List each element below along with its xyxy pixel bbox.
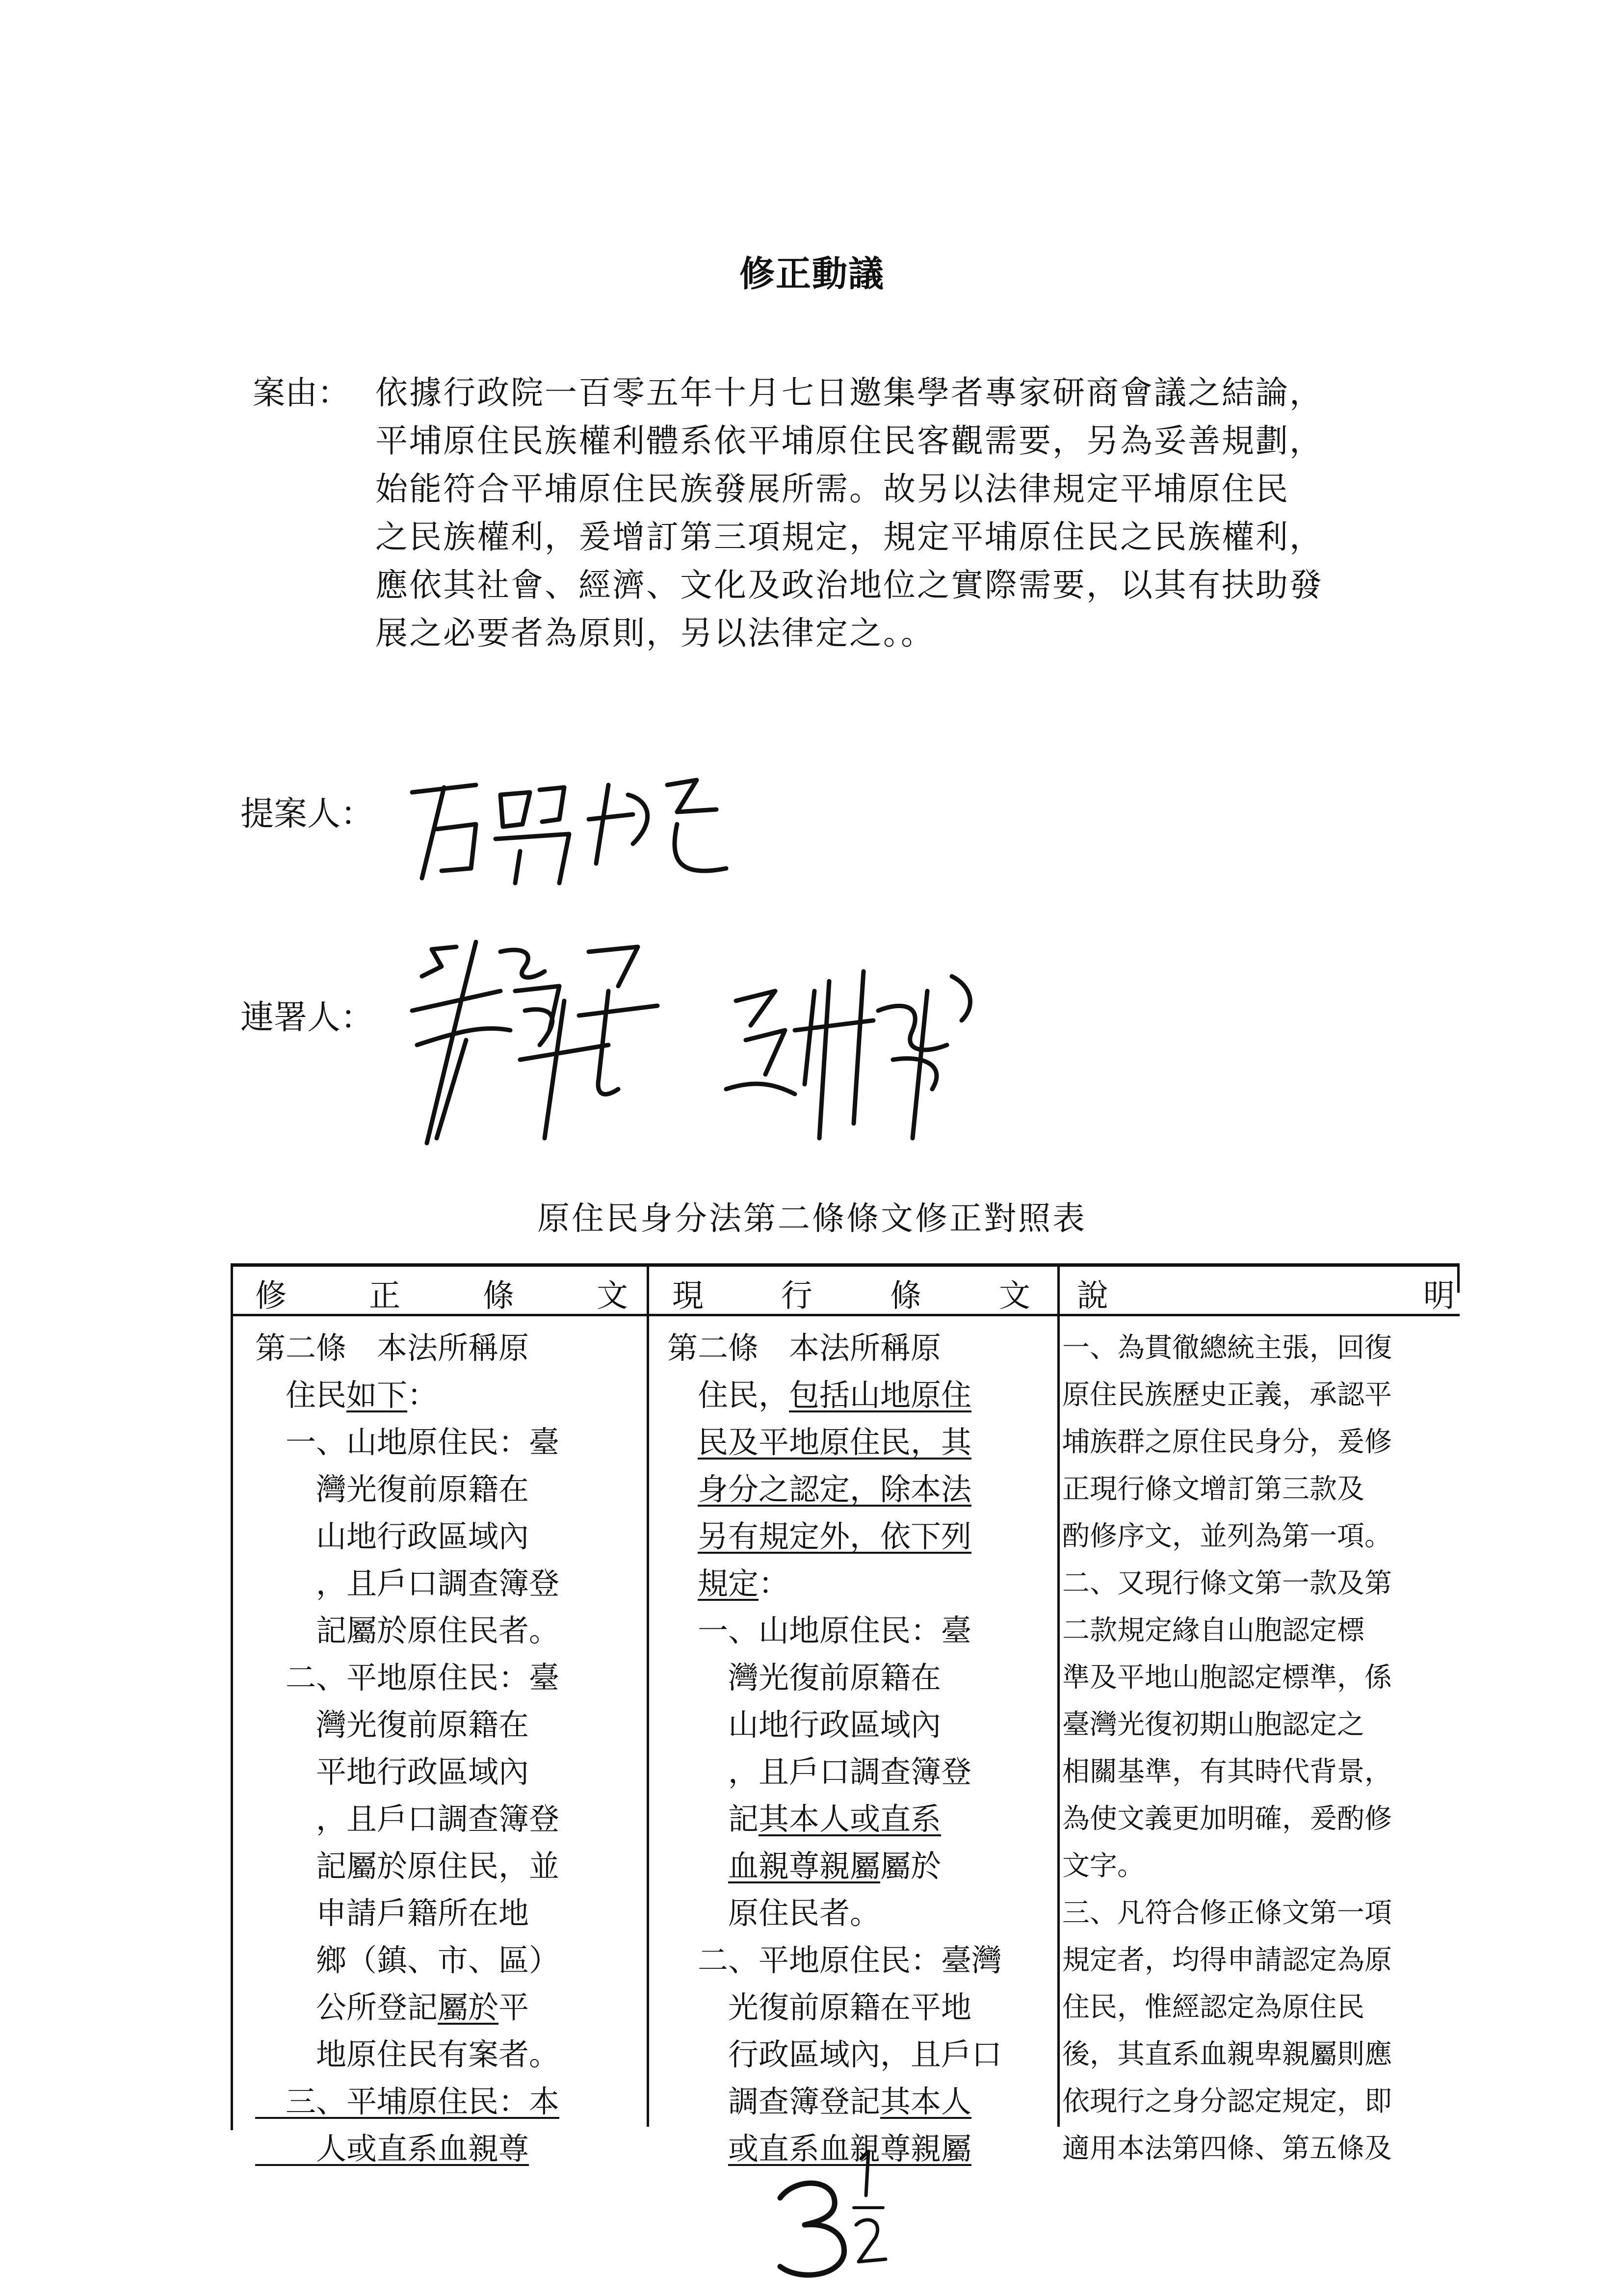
column-current-text [667, 1325, 1050, 2172]
text-segment: 調查簿登記 [667, 2084, 881, 2119]
text-segment: 灣光復前原籍在 [255, 1471, 529, 1507]
current-text-line [667, 1890, 1050, 1937]
text-segment: 第二條 本法所稱原 [667, 1330, 942, 1366]
amended-segment: 血親尊親屬 [728, 1848, 881, 1884]
explanation-line: 規定者，均得申請認定為原 [1062, 1944, 1392, 1976]
amended-text-line [255, 1748, 638, 1796]
current-text-line [667, 1984, 1050, 2031]
text-segment: ： [407, 1377, 438, 1413]
explanation-line: 準及平地山胞認定標準，係 [1062, 1662, 1392, 1694]
reason-line: 展之必要者為原則，另以法律定之。。 [375, 614, 935, 652]
amended-segment: 民及平地原住民，其 [698, 1424, 972, 1460]
text-segment: 光復前原籍在平地 [667, 1989, 972, 2025]
text-segment: 第二條 本法所稱原 [255, 1330, 529, 1366]
current-text-line [667, 1466, 1050, 1513]
explanation-line: 正現行條文增訂第三款及 [1062, 1473, 1364, 1505]
amended-segment: 如下 [346, 1377, 408, 1413]
cosigner-signature-2 [716, 962, 991, 1148]
text-segment: 記屬於原住民，並 [255, 1848, 560, 1884]
amended-text-line [255, 1701, 638, 1748]
amended-text-line [255, 1419, 638, 1466]
table-right-edge [1457, 1263, 1460, 1293]
current-text-line [667, 1748, 1050, 1796]
explanation-line: 二款規定緣自山胞認定標 [1062, 1615, 1364, 1646]
amended-segment: 另有規定外，依下列 [698, 1518, 972, 1554]
document-title: 修正動議 [739, 253, 885, 294]
explanation-line: 原住民族歷史正義，承認平 [1062, 1379, 1392, 1411]
explanation-line: 文字。 [1062, 1850, 1145, 1882]
explanation-line: 後，其直系血親卑親屬則應 [1062, 2038, 1392, 2070]
table-title: 原住民身分法第二條條文修正對照表 [537, 1200, 1087, 1237]
cosigner-signature-1 [402, 932, 677, 1158]
text-segment: 一、山地原住民：臺 [255, 1424, 560, 1460]
amended-text-line [255, 1325, 638, 1372]
current-text-line [667, 1560, 1050, 1607]
amended-text-line [255, 1513, 638, 1560]
amended-segment: 其本人或直系 [759, 1801, 942, 1837]
text-segment: 原住民者。 [667, 1895, 881, 1931]
text-segment: 二、平地原住民：臺 [255, 1660, 560, 1696]
current-text-line [667, 1372, 1050, 1419]
current-text-line [667, 1607, 1050, 1654]
reason-line: 依據行政院一百零五年十月七日邀集學者專家研商會議之結論， [375, 374, 1323, 412]
current-text-line [667, 2078, 1050, 2125]
text-segment: 記屬於原住民者。 [255, 1613, 560, 1648]
header-explanation: 說 明 [1077, 1278, 1455, 1314]
cosigner-label: 連署人： [240, 998, 374, 1037]
text-segment: 屬於 [880, 1848, 942, 1884]
text-segment: 二、平地原住民：臺灣 [667, 1942, 1002, 1978]
text-segment [667, 2131, 728, 2166]
page-mark [765, 2124, 893, 2288]
amended-text-line [255, 2125, 638, 2172]
amended-text-line [255, 1890, 638, 1937]
column-amended-text [255, 1325, 638, 2172]
explanation-line: 相關基準，有其時代背景， [1062, 1756, 1392, 1788]
text-segment [667, 1565, 698, 1601]
reason-line: 之民族權利，爰增訂第三項規定，規定平埔原住民之民族權利， [375, 518, 1323, 556]
reason-line: 應依其社會、經濟、文化及政治地位之實際需要，以其有扶助發 [375, 566, 1323, 604]
text-segment: 鄉（鎮、市、區） [255, 1942, 560, 1978]
reason-line: 始能符合平埔原住民族發展所需。故另以法律規定平埔原住民 [375, 470, 1289, 508]
explanation-line: 住民，惟經認定為原住民 [1062, 1991, 1364, 2023]
current-text-line [667, 1513, 1050, 1560]
table-col-divider [647, 1263, 649, 2127]
amended-segment: 其本人 [880, 2084, 972, 2119]
text-segment: ，且戶口調查簿登 [255, 1801, 560, 1837]
current-text-line [667, 1843, 1050, 1890]
amended-segment: 身分之認定，除本法 [698, 1471, 972, 1507]
text-segment: 住民 [255, 1377, 347, 1413]
text-segment: 灣光復前原籍在 [255, 1707, 529, 1743]
explanation-line: 埔族群之原住民身分，爰修 [1062, 1426, 1392, 1458]
table-col-divider [1057, 1263, 1060, 2127]
amended-text-line [255, 1937, 638, 1984]
amended-text-line [255, 2078, 638, 2125]
current-text-line [667, 2031, 1050, 2078]
explanation-line: 酌修序文，並列為第一項。 [1062, 1520, 1392, 1552]
current-text-line [667, 1419, 1050, 1466]
column-explanation [1062, 1325, 1455, 2172]
text-segment [667, 1424, 698, 1460]
text-segment: 山地行政區域內 [255, 1518, 529, 1554]
proposer-signature [402, 765, 736, 893]
amended-segment: 屬於 [438, 1989, 499, 2025]
amended-text-line [255, 1560, 638, 1607]
text-segment [667, 1518, 698, 1554]
explanation-line: 依現行之身分認定規定，即 [1062, 2086, 1392, 2117]
text-segment: 灣光復前原籍在 [667, 1660, 942, 1696]
explanation-line: 為使文義更加明確，爰酌修 [1062, 1803, 1392, 1835]
text-segment [667, 1471, 698, 1507]
reason-body [375, 369, 1455, 657]
text-segment: 一、山地原住民：臺 [667, 1613, 972, 1648]
text-segment: 山地行政區域內 [667, 1707, 942, 1743]
explanation-line: 臺灣光復初期山胞認定之 [1062, 1709, 1364, 1741]
reason-line: 平埔原住民族權利體系依平埔原住民客觀需要，另為妥善規劃， [375, 422, 1323, 460]
amended-segment: 人或直系血親尊 [255, 2131, 529, 2166]
amended-segment: 三、平埔原住民：本 [255, 2084, 560, 2119]
header-current-text: 現 行 條 文 [672, 1278, 1030, 1314]
header-amended-text: 修 正 條 文 [255, 1278, 628, 1314]
amended-segment: 包括山地原住 [789, 1377, 972, 1413]
explanation-line: 適用本法第四條、第五條及 [1062, 2133, 1392, 2165]
text-segment: 平 [498, 1989, 529, 2025]
text-segment: 公所登記 [255, 1989, 438, 2025]
amended-text-line [255, 1607, 638, 1654]
text-segment: ，且戶口調查簿登 [255, 1565, 560, 1601]
text-segment: ，且戶口調查簿登 [667, 1754, 972, 1790]
amended-text-line [255, 1654, 638, 1701]
amended-text-line [255, 1372, 638, 1419]
reason-label: 案由： [253, 374, 350, 412]
amended-segment: 規定 [698, 1565, 759, 1601]
amended-text-line [255, 1466, 638, 1513]
amended-text-line [255, 1984, 638, 2031]
text-segment: 記 [667, 1801, 759, 1837]
amended-segment: 或直系血親尊親屬 [728, 2131, 972, 2166]
text-segment: 地原住民有案者。 [255, 2036, 560, 2072]
current-text-line [667, 1937, 1050, 1984]
current-text-line [667, 1701, 1050, 1748]
amended-text-line [255, 2031, 638, 2078]
current-text-line [667, 1654, 1050, 1701]
explanation-line: 二、又現行條文第一款及第 [1062, 1567, 1392, 1599]
current-text-line [667, 1325, 1050, 1372]
text-segment: 申請戶籍所在地 [255, 1895, 529, 1931]
text-segment: 住民， [667, 1377, 789, 1413]
amended-text-line [255, 1796, 638, 1843]
text-segment [667, 1848, 728, 1884]
amended-text-line [255, 1843, 638, 1890]
explanation-line: 三、凡符合修正條文第一項 [1062, 1897, 1392, 1929]
proposer-label: 提案人： [240, 795, 374, 834]
explanation-line: 一、為貫徹總統主張，回復 [1062, 1332, 1392, 1364]
text-segment: ： [759, 1565, 789, 1601]
text-segment: 平地行政區域內 [255, 1754, 529, 1790]
current-text-line [667, 1796, 1050, 1843]
text-segment: 行政區域內，且戶口 [667, 2036, 1002, 2072]
